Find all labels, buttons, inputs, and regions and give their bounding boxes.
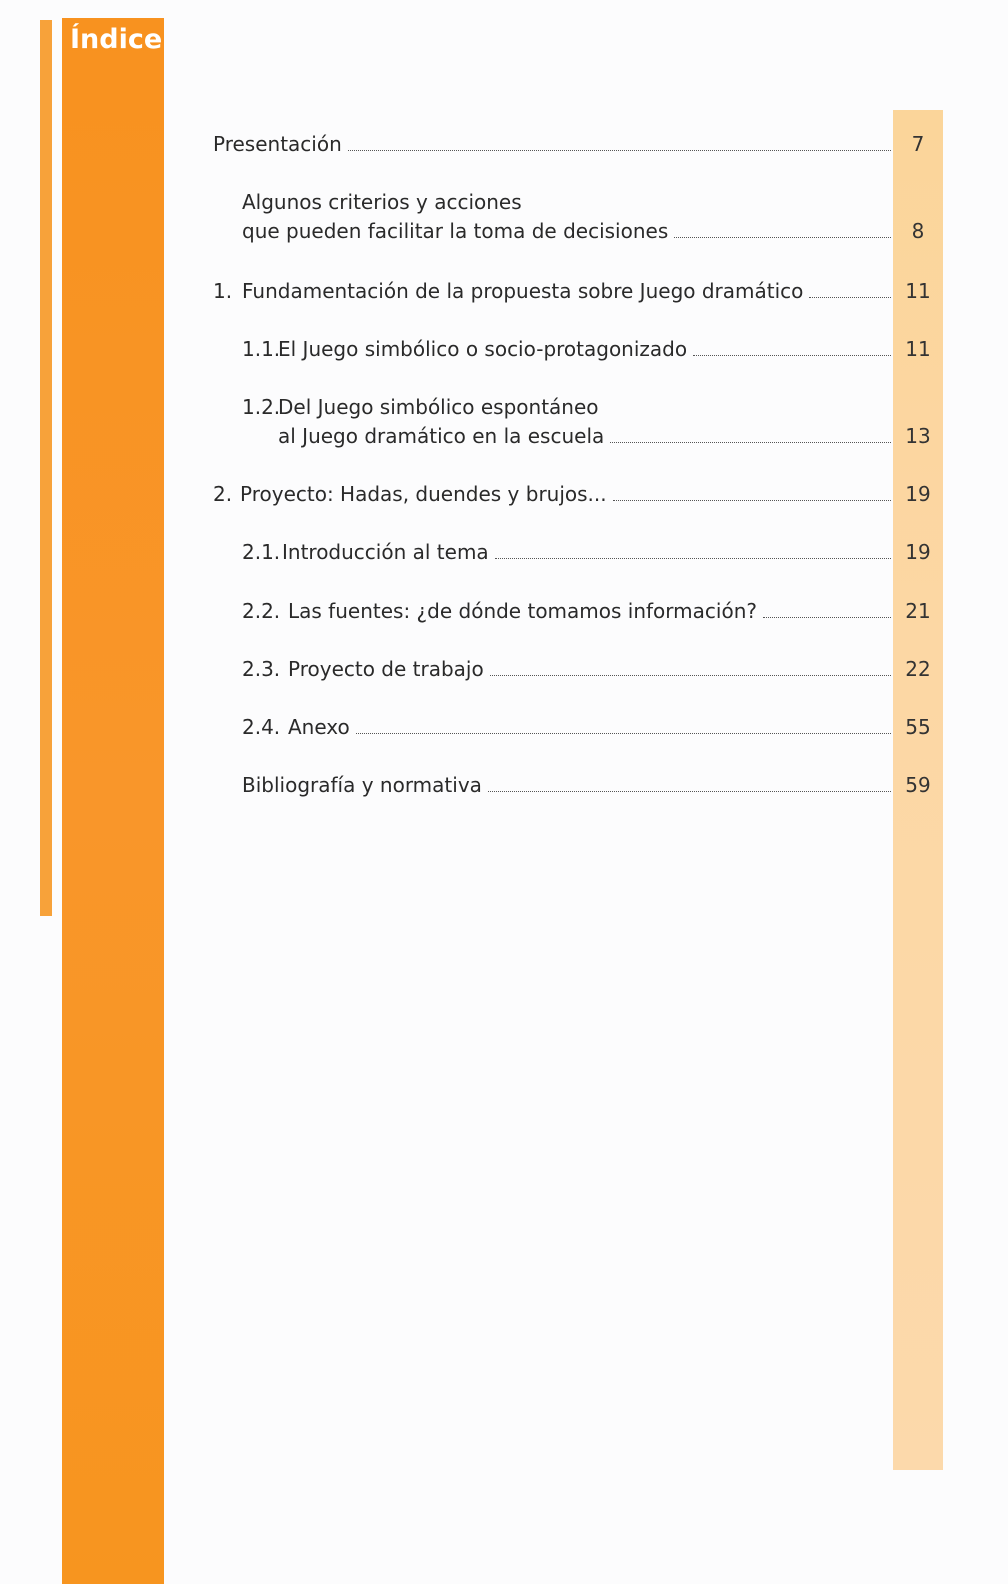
dot-leader	[495, 558, 891, 559]
toc-entry-text: Bibliografía y normativa	[242, 773, 482, 797]
dot-leader	[674, 237, 891, 238]
toc-entry-text: Proyecto de trabajo	[288, 657, 484, 681]
toc-page-number: 11	[905, 279, 931, 303]
toc-page-number: 7	[911, 132, 925, 156]
toc-page-number: 19	[905, 540, 931, 564]
toc-entry-number: 2.1.	[242, 540, 281, 564]
dot-leader	[809, 297, 891, 298]
toc-entry-text: Presentación	[213, 132, 342, 156]
toc-entry-number: 2.	[213, 482, 233, 506]
toc-page-number: 8	[911, 219, 925, 243]
toc-entry-text: Fundamentación de la propuesta sobre Juego dramático	[242, 279, 804, 303]
toc-entry-number: 1.2.	[242, 395, 281, 419]
toc-entry-text: Del Juego simbólico espontáneo	[278, 395, 599, 419]
toc-page-number: 59	[905, 773, 931, 797]
toc-entry-text: El Juego simbólico o socio-protagonizado	[278, 337, 688, 361]
toc-entry-text: Las fuentes: ¿de dónde tomamos información?	[288, 599, 757, 623]
toc-entry-text: que pueden facilitar la toma de decisiones	[242, 219, 669, 243]
toc-page-number: 22	[905, 657, 931, 681]
dot-leader	[488, 791, 891, 792]
dot-leader	[763, 617, 891, 618]
toc-entry-text: Algunos criterios y acciones	[242, 190, 522, 214]
toc-page-number: 55	[905, 715, 931, 739]
toc-entry-text: Proyecto: Hadas, duendes y brujos...	[240, 482, 607, 506]
toc-page-number: 11	[905, 337, 931, 361]
toc-entry-number: 2.2.	[242, 599, 281, 623]
toc-entry-number: 1.1.	[242, 337, 281, 361]
dot-leader	[610, 442, 891, 443]
toc-entry-text: al Juego dramático en la escuela	[278, 424, 605, 448]
toc-page-number: 21	[905, 599, 931, 623]
toc-entry-number: 1.	[213, 279, 233, 303]
dot-leader	[490, 675, 891, 676]
toc-entry-number: 2.4.	[242, 715, 281, 739]
dot-leader	[693, 355, 891, 356]
toc-page-number: 13	[905, 424, 931, 448]
toc-entry-number: 2.3.	[242, 657, 281, 681]
page-title: Índice	[70, 24, 163, 55]
dot-leader	[348, 150, 891, 151]
toc-page-number: 19	[905, 482, 931, 506]
dot-leader	[613, 500, 891, 501]
dot-leader	[356, 733, 891, 734]
toc-entry-text: Anexo	[288, 715, 350, 739]
toc-entry-text: Introducción al tema	[282, 540, 489, 564]
